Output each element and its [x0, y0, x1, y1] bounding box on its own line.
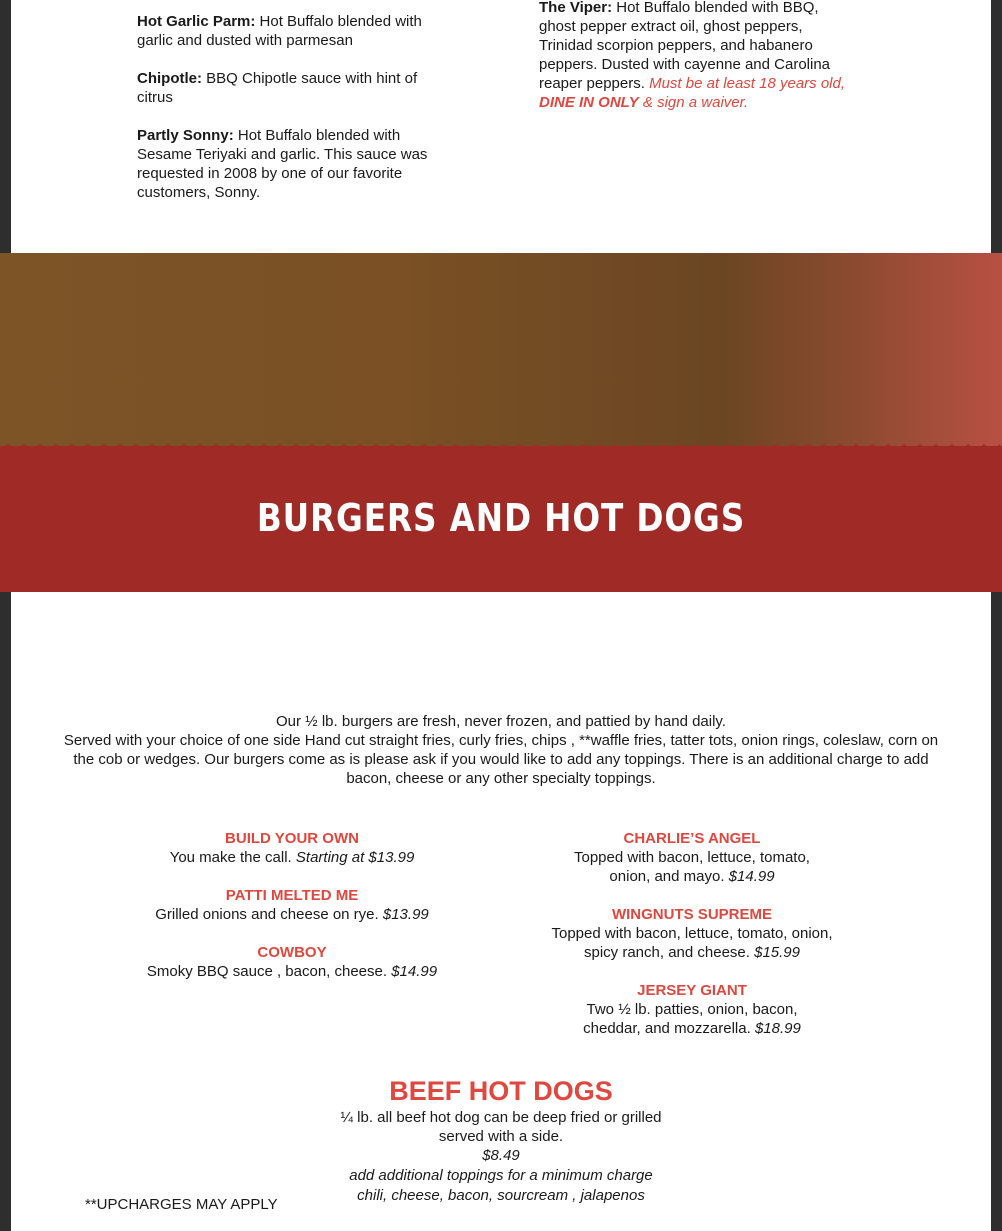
- banner-image: [0, 253, 1002, 453]
- hotdog-note: add additional toppings for a minimum charge: [349, 1167, 653, 1184]
- sauce-desc: Hot Buffalo blended with Sesame Teriyaki and garlic. This sauce was requested in 2008 by one of our favorite customers, Sonny.: [137, 127, 428, 201]
- waiver-warning: & sign a waiver.: [642, 94, 749, 111]
- item-price: $15.99: [754, 944, 800, 961]
- sauce-list-right: [539, 0, 859, 131]
- hotdog-toppings: chili, cheese, bacon, sourcream , jalapenos: [357, 1187, 645, 1204]
- hotdog-title: BEEF HOT DOGS: [389, 1076, 613, 1106]
- age-warning: Must be at least 18 years old,: [649, 75, 846, 92]
- menu-item: [120, 943, 464, 981]
- menu-item: [520, 981, 864, 1038]
- item-name: PATTI MELTED ME: [225, 887, 359, 904]
- item-desc: [572, 1000, 812, 1038]
- dine-in-warning: DINE IN ONLY: [539, 94, 639, 111]
- hotdog-desc: ¼ lb. all beef hot dog can be deep fried or grilled served with a side.: [340, 1109, 662, 1145]
- item-desc: [120, 848, 464, 867]
- burger-intro: [60, 712, 942, 788]
- menu-item: [520, 829, 864, 886]
- intro-line: Our ½ lb. burgers are fresh, never frozen, and pattied by hand daily.: [276, 713, 726, 730]
- hotdog-details: [300, 1108, 702, 1205]
- menu-item: [120, 829, 464, 867]
- item-price: Starting at $13.99: [295, 849, 415, 866]
- item-price: $14.99: [728, 868, 775, 885]
- item-price: $13.99: [382, 906, 429, 923]
- upcharge-note: **UPCHARGES MAY APPLY: [85, 1196, 278, 1213]
- item-desc-text: Two ½ lb. patties, onion, bacon, cheddar, and mozzarella.: [583, 1001, 798, 1037]
- sauce-desc: BBQ Chipotle sauce with hint of citrus: [137, 70, 418, 106]
- sauce-name: The Viper:: [539, 0, 613, 16]
- item-desc-text: Grilled onions and cheese on rye.: [155, 906, 379, 923]
- banner-divider: [0, 438, 1002, 450]
- item-desc: [120, 905, 464, 924]
- item-name: WINGNUTS SUPREME: [611, 906, 772, 923]
- item-price: $18.99: [754, 1020, 801, 1037]
- item-name: BUILD YOUR OWN: [225, 830, 359, 847]
- sauce-desc: Hot Buffalo blended with garlic and dusted with parmesan: [137, 13, 422, 49]
- item-name: COWBOY: [257, 944, 327, 961]
- section-title: BURGERS AND HOT DOGS: [256, 496, 746, 540]
- sauce-name: Hot Garlic Parm:: [137, 13, 256, 30]
- item-desc-text: You make the call.: [169, 849, 292, 866]
- item-price: $14.99: [391, 963, 438, 980]
- menu-item: [520, 905, 864, 962]
- item-name: CHARLIE’S ANGEL: [623, 830, 761, 847]
- item-desc: [120, 962, 464, 981]
- item-name: JERSEY GIANT: [637, 982, 747, 999]
- sauce-item-viper: [539, 0, 859, 112]
- item-desc: [572, 848, 812, 886]
- sauce-item: [137, 12, 447, 50]
- sauce-name: Partly Sonny:: [137, 127, 234, 144]
- intro-line: Served with your choice of one side Hand cut straight fries, curly fries, chips , **waffle fries, tatter tots, onion rings, coleslaw, corn on the cob or wedges. Our burgers come as is please ask if you would like to add any toppings. There is an additional charge to add bacon, cheese or any other specialty toppings.: [63, 732, 939, 787]
- sauce-list-left: [137, 12, 447, 221]
- sauce-desc: Hot Buffalo blended with BBQ, ghost pepper extract oil, ghost peppers, Trinidad scorpion peppers, and habanero peppers. Dusted with cayenne and Carolina reaper peppers.: [539, 0, 831, 92]
- sauce-item: [137, 126, 447, 202]
- item-desc-text: Smoky BBQ sauce , bacon, cheese.: [146, 963, 388, 980]
- hotdog-price: $8.49: [482, 1147, 520, 1164]
- item-desc: [542, 924, 842, 962]
- sauce-item: [137, 69, 447, 107]
- item-desc-text: Topped with bacon, lettuce, tomato, onion, and mayo.: [574, 849, 810, 885]
- sauce-name: Chipotle:: [137, 70, 202, 87]
- item-desc-text: Topped with bacon, lettuce, tomato, onion, spicy ranch, and cheese.: [551, 925, 833, 961]
- menu-item: [120, 886, 464, 924]
